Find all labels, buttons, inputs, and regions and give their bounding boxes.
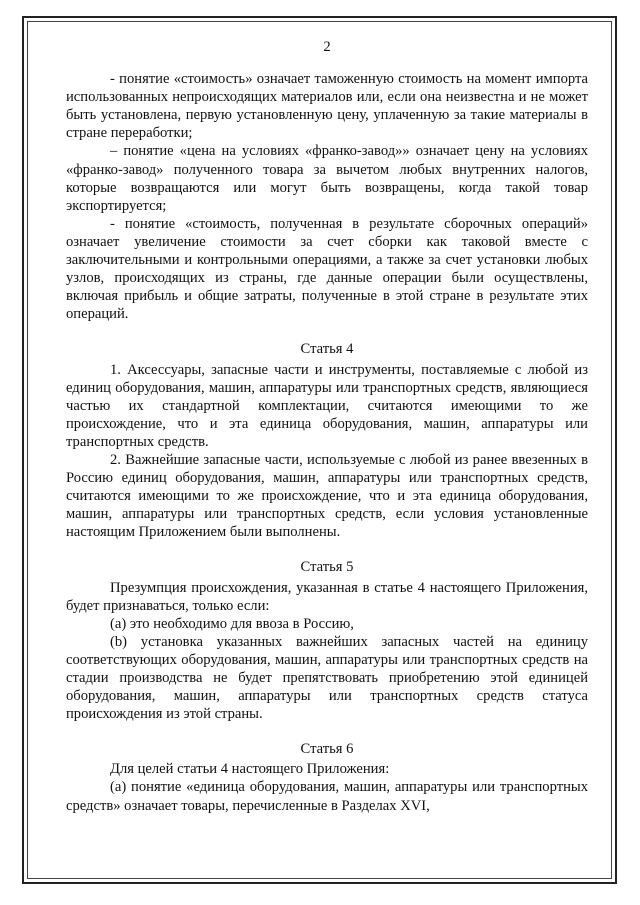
article-4-paragraph-2: 2. Важнейшие запасные части, используемые с любой из ранее ввезенных в Россию единиц оборудования, машин, аппаратуры или транспортных средств, считаются имеющими то же происхождение, что и эта единица оборудования, машин, аппаратуры или транспортных средств, если условия установленные настоящим Приложением были выполнены.: [66, 451, 588, 541]
article-6-heading: Статья 6: [300, 741, 354, 758]
article-5-paragraph-1: Презумпция происхождения, указанная в статье 4 настоящего Приложения, будет признаваться, только если:: [66, 579, 588, 614]
article-5-heading: Статья 5: [300, 559, 354, 576]
definition-assembly-value: - понятие «стоимость, полученная в результате сборочных операций» означает увеличение стоимости за счет сборки как таковой вместе с заключительными и контрольными операциями, а также за счет установки любых узлов, происходящих из страны, где данные операции были осуществлены, включая прибыль и общие затраты, полученные в этой стране в результате этих операций.: [66, 215, 588, 323]
article-6-item-a: (a) понятие «единица оборудования, машин, аппаратуры или транспортных средств» означает товары, перечисленные в Разделах XVI,: [66, 779, 588, 814]
page-number: 2: [323, 39, 331, 55]
definition-ex-works-price: – понятие «цена на условиях «франко-завод»» означает цену на условиях «франко-завод» полученного товара за вычетом любых внутренних налогов, которые возвращаются или могут быть возвращены, когда такой товар экспортируется;: [66, 143, 588, 214]
definition-value: - понятие «стоимость» означает таможенную стоимость на момент импорта использованных непроисходящих материалов или, если она неизвестна и не может быть установлена, первую установленную цену, уплаченную за такие материалы в стране переработки;: [66, 71, 588, 142]
article-5-item-a: (a) это необходимо для ввоза в Россию,: [110, 615, 354, 632]
article-4-heading: Статья 4: [300, 341, 354, 358]
article-6-paragraph-1: Для целей статьи 4 настоящего Приложения:: [110, 761, 390, 778]
article-5-item-b: (b) установка указанных важнейших запасных частей на единицу соответствующих оборудования, машин, аппаратуры или транспортных средств на стадии производства не будет препятствовать приобретению этой единицей оборудования, машин, аппаратуры или транспортных средств статуса происхождения из этой страны.: [66, 633, 588, 723]
article-4-paragraph-1: 1. Аксессуары, запасные части и инструменты, поставляемые с любой из единиц оборудования, машин, аппаратуры или транспортных средств, являющиеся частью их стандартной комплектации, считаются имеющими то же происхождение, что и эта единица оборудования, машин, аппаратуры или транспортных средств.: [66, 361, 588, 450]
document-body: [66, 38, 588, 815]
